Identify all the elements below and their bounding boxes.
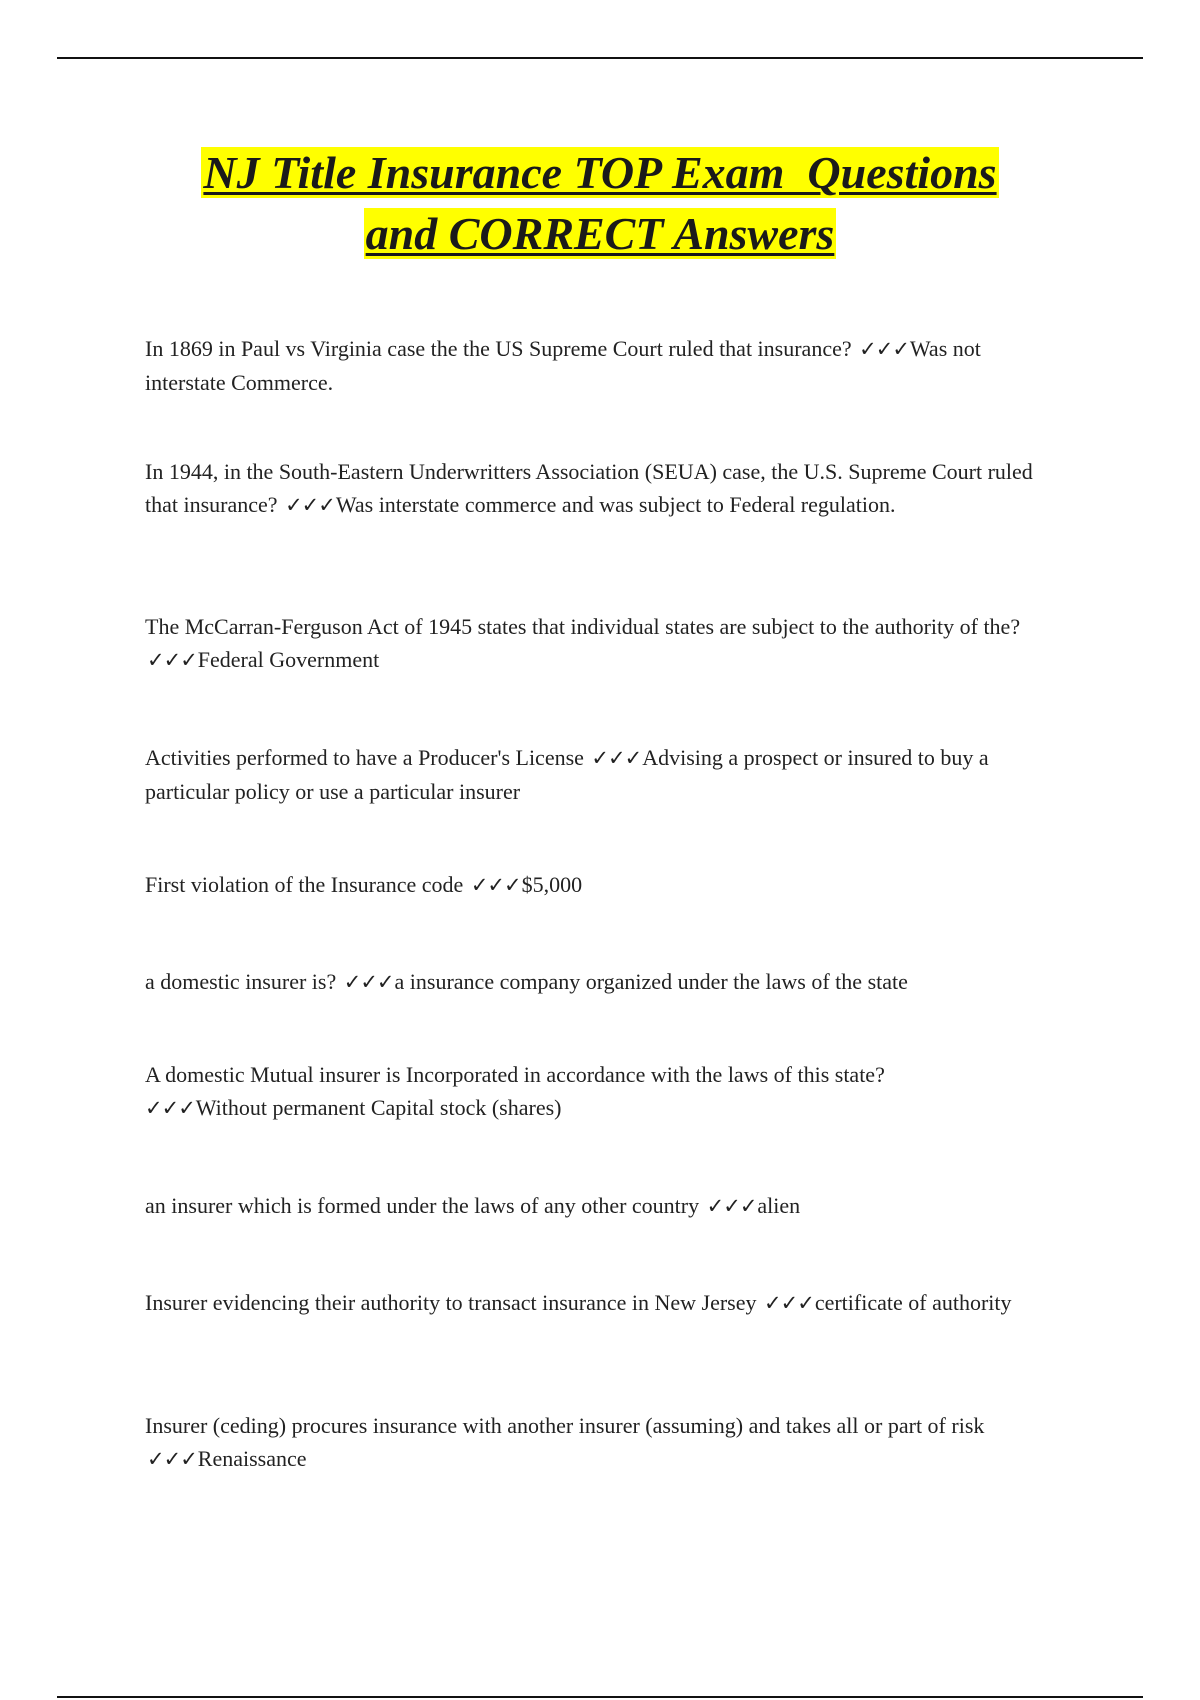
answer-text: $5,000	[521, 872, 583, 897]
answer-check-icon: ✓✓✓	[764, 1291, 814, 1315]
qa-item-8	[145, 1189, 1045, 1223]
answer-check-icon: ✓✓✓	[147, 1447, 197, 1471]
answer-text: a insurance company organized under the laws of the state	[394, 969, 908, 994]
answer-text: Without permanent Capital stock (shares)	[195, 1095, 562, 1120]
question-text: a domestic insurer is?	[145, 969, 337, 994]
question-text: In 1944, in the South-Eastern Underwritters Association (SEUA) case, the U.S. Supreme Court ruled that insurance?	[145, 459, 1033, 517]
qa-item-5	[145, 868, 1045, 902]
answer-text: Federal Government	[197, 647, 380, 672]
question-text: The McCarran-Ferguson Act of 1945 states that individual states are subject to the authority of the?	[145, 614, 1021, 639]
qa-item-6	[145, 965, 1045, 999]
title-line-2: and CORRECT Answers	[365, 208, 835, 259]
question-text: Insurer evidencing their authority to transact insurance in New Jersey	[145, 1290, 757, 1315]
answer-check-icon: ✓✓✓	[706, 1194, 757, 1218]
qa-item-1	[145, 332, 1045, 399]
bottom-rule	[57, 1696, 1143, 1698]
answer-text: Was not interstate Commerce.	[145, 336, 981, 395]
answer-text: Advising a prospect or insured to buy a particular policy or use a particular insurer	[145, 745, 989, 804]
question-text: A domestic Mutual insurer is Incorporated in accordance with the laws of this state?	[145, 1062, 885, 1087]
top-rule	[57, 57, 1143, 59]
question-text: Activities performed to have a Producer's License	[145, 745, 584, 770]
answer-check-icon: ✓✓✓	[343, 970, 394, 994]
answer-text: certificate of authority	[814, 1290, 1012, 1315]
qa-item-9	[145, 1286, 1045, 1320]
question-text: Insurer (ceding) procures insurance with another insurer (assuming) and takes all or part of risk	[145, 1413, 985, 1438]
title-line-1: NJ Title Insurance TOP Exam Questions	[203, 147, 997, 198]
answer-check-icon: ✓✓✓	[147, 648, 197, 672]
answer-text: alien	[757, 1193, 801, 1218]
page-title	[0, 142, 1200, 264]
answer-check-icon: ✓✓✓	[145, 1096, 195, 1120]
qa-item-10	[145, 1409, 1045, 1476]
answer-check-icon: ✓✓✓	[285, 493, 335, 517]
answer-text: Renaissance	[197, 1446, 307, 1471]
question-text: an insurer which is formed under the laws of any other country	[145, 1193, 700, 1218]
answer-check-icon: ✓✓✓	[591, 746, 642, 770]
answer-text: Was interstate commerce and was subject to Federal regulation.	[335, 492, 896, 517]
question-text: In 1869 in Paul vs Virginia case the the US Supreme Court ruled that insurance?	[145, 336, 852, 361]
qa-item-3	[145, 610, 1045, 677]
question-text: First violation of the Insurance code	[145, 872, 464, 897]
qa-item-4	[145, 741, 1045, 808]
answer-check-icon: ✓✓✓	[859, 337, 909, 361]
qa-item-7	[145, 1058, 1045, 1125]
qa-item-2	[145, 455, 1045, 522]
answer-check-icon: ✓✓✓	[470, 873, 521, 897]
